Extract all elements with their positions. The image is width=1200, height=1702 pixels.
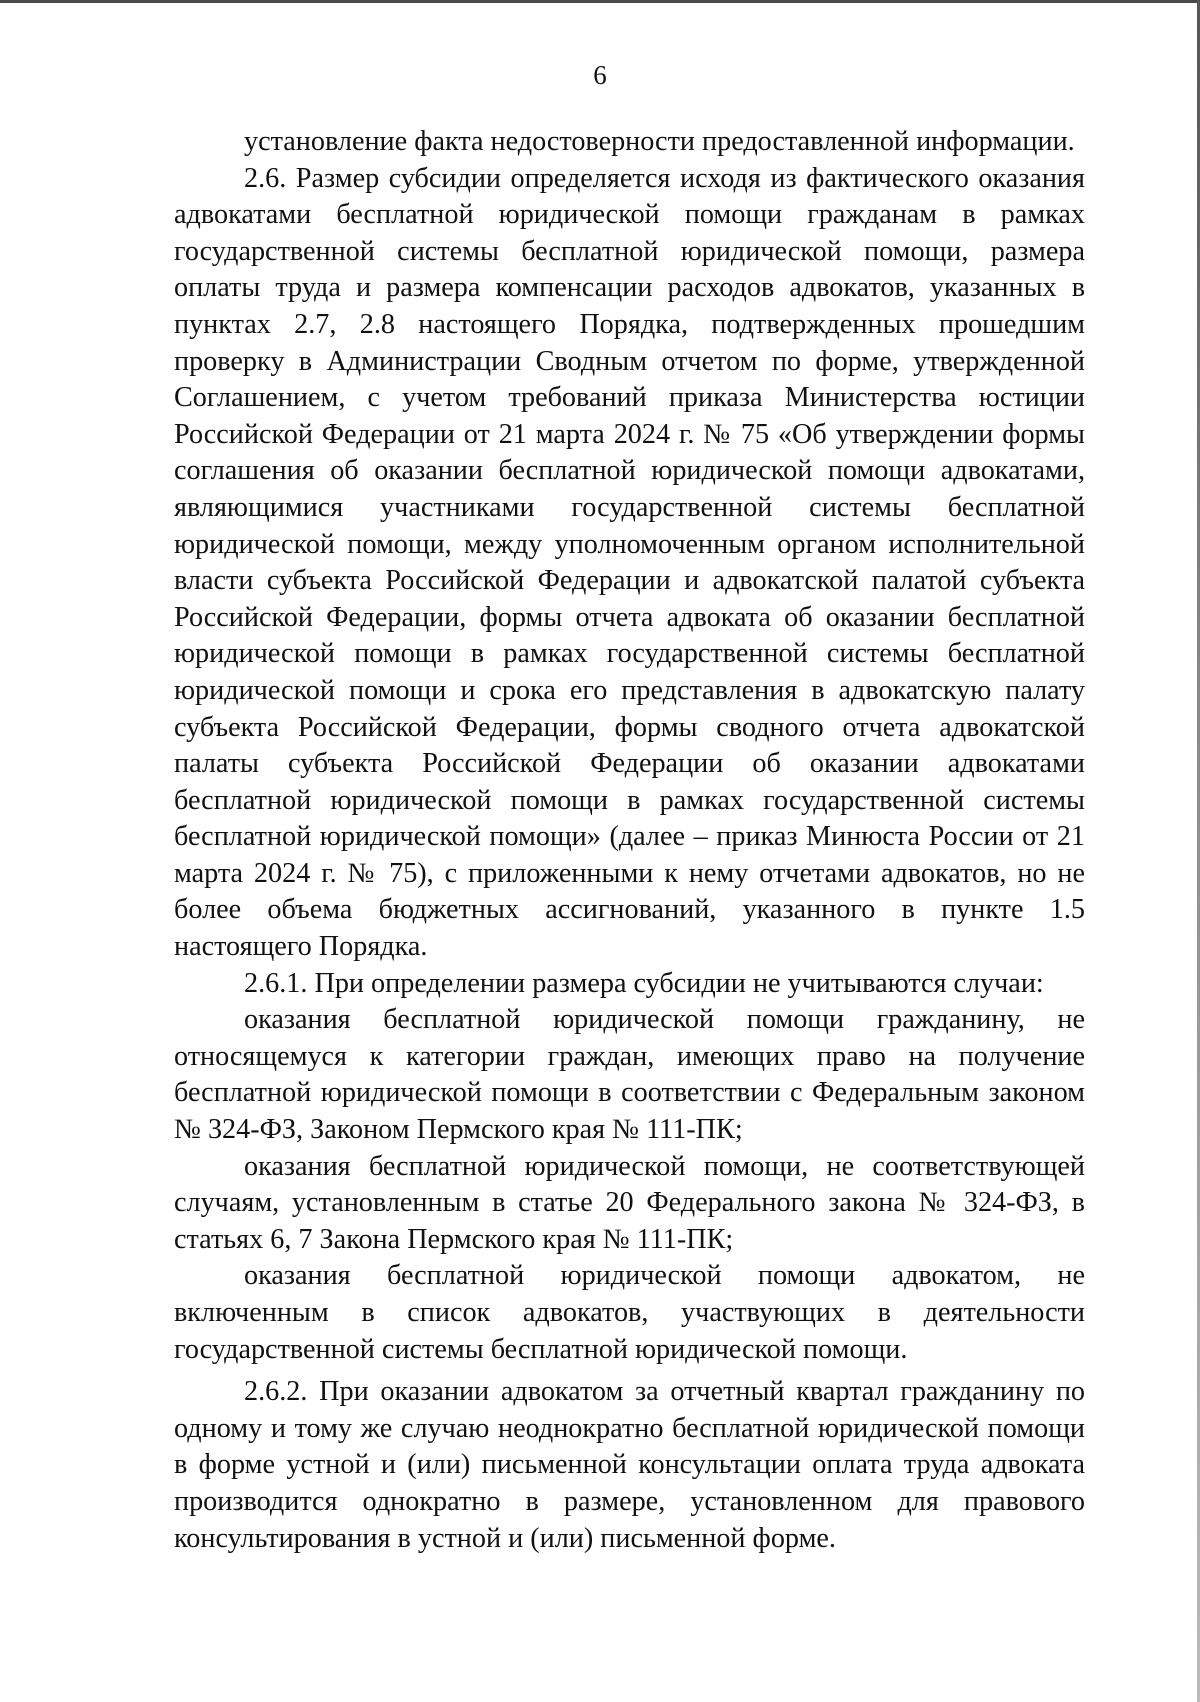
- paragraph-2-6-1: 2.6.1. При определении размера субсидии не учитываются случаи:: [244, 967, 1044, 999]
- page-number: 6: [593, 60, 607, 90]
- paragraph-continuation: установление факта недостоверности предоставленной информации.: [244, 126, 1075, 157]
- list-item-case-2: оказания бесплатной юридической помощи, не соответствующей случаям, установленным в статье 20 Федерального закона № 324-ФЗ, в статьях 6, 7 Закона Пермского края № 111-ПК;: [174, 1150, 1085, 1255]
- paragraph-2-6-2: 2.6.2. При оказании адвокатом за отчетный квартал гражданину по одному и тому же случаю неоднократно бесплатной юридической помощи в форме устной и (или) письменной консультации оплата труда адвоката производится однократно в размере, установленном для правового консультирования в устной и (или) письменной форме.: [174, 1376, 1085, 1554]
- list-item-case-1: оказания бесплатной юридической помощи гражданину, не относящемуся к категории граждан, имеющих право на получение бесплатной юридической помощи в соответствии с Федеральным законом № 324-ФЗ, Законом Пермского края № 111-ПК;: [174, 1004, 1085, 1146]
- paragraph-2-6: 2.6. Размер субсидии определяется исходя из фактического оказания адвокатами бесплатной юридической помощи гражданам в рамках государственной системы бесплатной юридической помощи, размера оплаты труда и размера компенсации расходов адвокатов, указанных в пунктах 2.7, 2.8 настоящего Порядка, подтвержденных прошедшим проверку в Администрации Сводным отчетом по форме, утвержденной Соглашением, с учетом требований приказа Министерства юстиции Российской Федерации от 21 марта 2024 г. № 75 «Об утверждении формы соглашения об оказании бесплатной юридической помощи адвокатами, являющимися участниками государственной системы бесплатной юридической помощи, между уполномоченным органом исполнительной власти субъекта Российской Федерации и адвокатской палатой субъекта Российской Федерации, формы отчета адвоката об оказании бесплатной юридической помощи в рамках государственной системы бесплатной юридической помощи и срока его представления в адвокатскую палату субъекта Российской Федерации, формы сводного отчета адвокатской палаты субъекта Российской Федерации об оказании адвокатами бесплатной юридической помощи в рамках государственной системы бесплатной юридической помощи» (далее – приказ Минюста России от 21 марта 2024 г. № 75), с приложенными к нему отчетами адвокатов, но не более объема бюджетных ассигнований, указанного в пункте 1.5 настоящего Порядка.: [174, 162, 1085, 963]
- document-body: [174, 124, 1085, 1557]
- scan-edge-top: [0, 0, 1200, 3]
- list-item-case-3: оказания бесплатной юридической помощи адвокатом, не включенным в список адвокатов, участвующих в деятельности государственной системы бесплатной юридической помощи.: [174, 1260, 1085, 1365]
